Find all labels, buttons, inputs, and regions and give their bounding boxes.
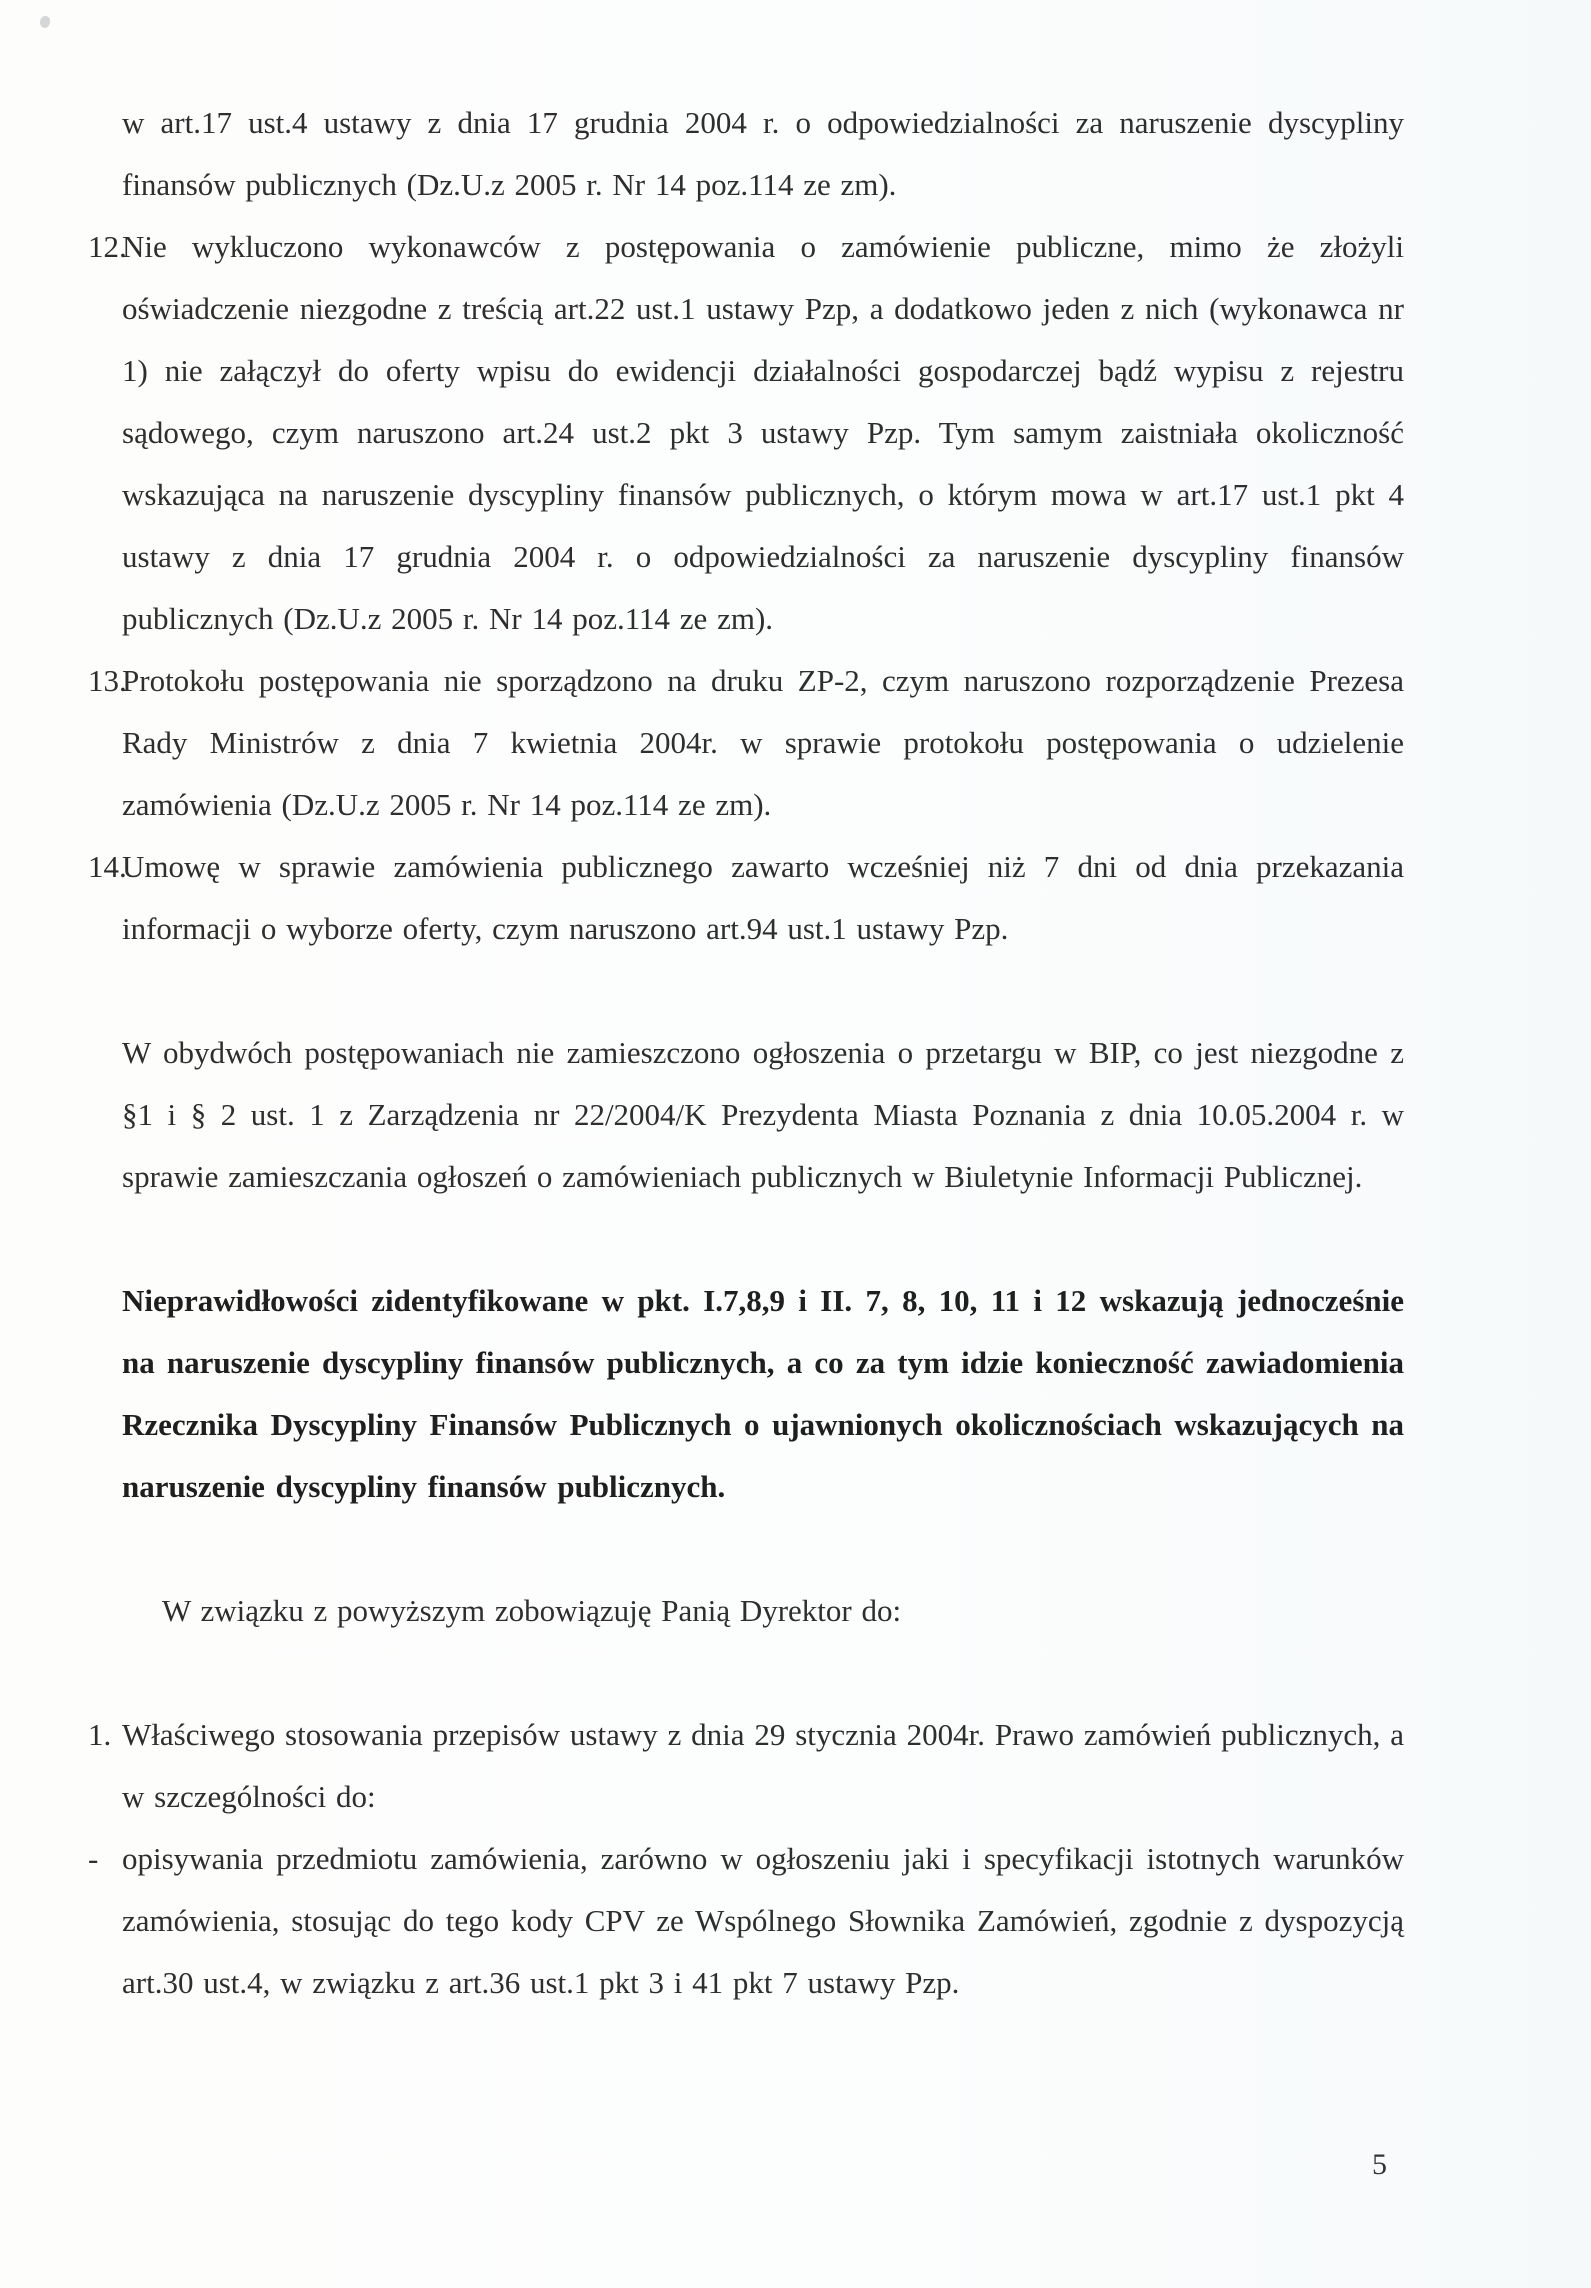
page-number: 5 xyxy=(1372,2148,1387,2181)
list-item-number: 1. xyxy=(88,1717,112,1752)
obligation-item-dash xyxy=(88,1828,1404,2014)
list-item-text: Umowę w sprawie zamówienia publicznego zawarto wcześniej niż 7 dni od dnia przekazania informacji o wyborze oferty, czym naruszono art.94 ust.1 ustawy Pzp. xyxy=(122,849,1404,946)
list-item-12 xyxy=(88,216,1404,650)
paragraph-bip: W obydwóch postępowaniach nie zamieszczono ogłoszenia o przetargu w BIP, co jest niezgodne z §1 i § 2 ust. 1 z Zarządzenia nr 22/2004/K Prezydenta Miasta Poznania z dnia 10.05.2004 r. w sprawie zamieszczania ogłoszeń o zamówieniach publicznych w Biuletynie Informacji Publicznej. xyxy=(122,1035,1404,1194)
obligation-item-1 xyxy=(88,1704,1404,1828)
paragraph-bold-summary: Nieprawidłowości zidentyfikowane w pkt. I.7,8,9 i II. 7, 8, 10, 11 i 12 wskazują jednocześnie na naruszenie dyscypliny finansów publicznych, a co za tym idzie konieczność zawiadomienia Rzecznika Dyscypliny Finansów Publicznych o ujawnionych okolicznościach wskazujących na naruszenie dyscypliny finansów publicznych. xyxy=(122,1283,1404,1504)
list-item-text: Właściwego stosowania przepisów ustawy z dnia 29 stycznia 2004r. Prawo zamówień publicznych, a w szczególności do: xyxy=(122,1717,1404,1814)
list-item-bullet-dash: - xyxy=(88,1841,99,1876)
paragraph-continuation: w art.17 ust.4 ustawy z dnia 17 grudnia 2004 r. o odpowiedzialności za naruszenie dyscypliny finansów publicznych (Dz.U.z 2005 r. Nr 14 poz.114 ze zm). xyxy=(122,105,1404,202)
document-body xyxy=(88,92,1404,2014)
list-item-number: 14. xyxy=(88,849,127,884)
list-item-text: opisywania przedmiotu zamówienia, zarówno w ogłoszeniu jaki i specyfikacji istotnych warunków zamówienia, stosując do tego kody CPV ze Wspólnego Słownika Zamówień, zgodnie z dyspozycją art.30 ust.4, w związku z art.36 ust.1 pkt 3 i 41 pkt 7 ustawy Pzp. xyxy=(122,1841,1404,2000)
list-item-13 xyxy=(88,650,1404,836)
list-item-text: Protokołu postępowania nie sporządzono na druku ZP-2, czym naruszono rozporządzenie Prezesa Rady Ministrów z dnia 7 kwietnia 2004r. w sprawie protokołu postępowania o udzielenie zamówienia (Dz.U.z 2005 r. Nr 14 poz.114 ze zm). xyxy=(122,663,1404,822)
list-item-14 xyxy=(88,836,1404,960)
scan-artifact-speck xyxy=(40,16,50,28)
list-item-number: 12. xyxy=(88,229,127,264)
list-item-number: 13. xyxy=(88,663,127,698)
list-item-text: Nie wykluczono wykonawców z postępowania o zamówienie publiczne, mimo że złożyli oświadczenie niezgodne z treścią art.22 ust.1 ustawy Pzp, a dodatkowo jeden z nich (wykonawca nr 1) nie załączył do oferty wpisu do ewidencji działalności gospodarczej bądź wypisu z rejestru sądowego, czym naruszono art.24 ust.2 pkt 3 ustawy Pzp. Tym samym zaistniała okoliczność wskazująca na naruszenie dyscypliny finansów publicznych, o którym mowa w art.17 ust.1 pkt 4 ustawy z dnia 17 grudnia 2004 r. o odpowiedzialności za naruszenie dyscypliny finansów publicznych (Dz.U.z 2005 r. Nr 14 poz.114 ze zm). xyxy=(122,229,1404,636)
paragraph-obligation-intro: W związku z powyższym zobowiązuję Panią Dyrektor do: xyxy=(162,1593,902,1628)
